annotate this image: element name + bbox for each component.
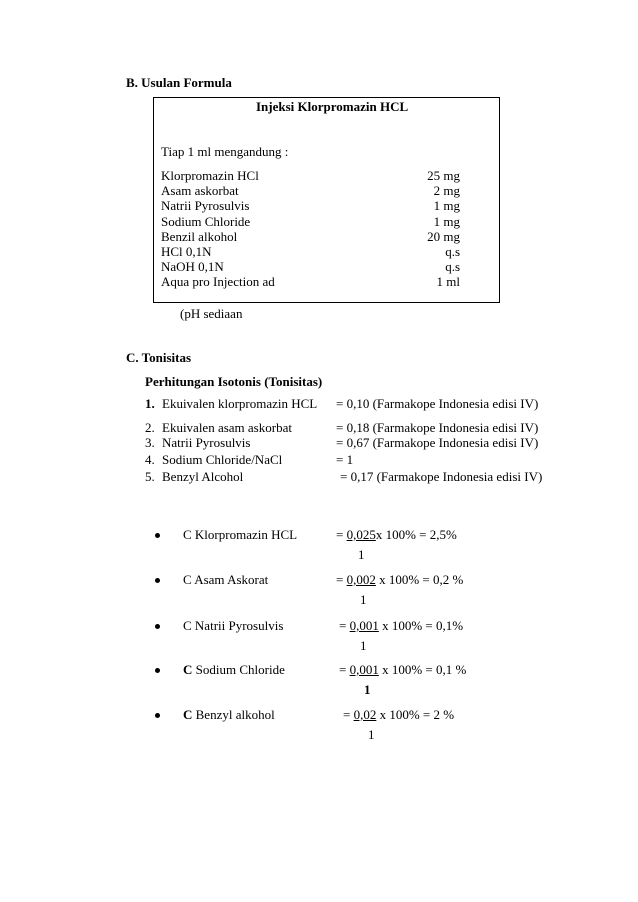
concentration-label bbox=[183, 573, 268, 586]
formula-denominator: 1 bbox=[360, 592, 367, 607]
formula-denominator: 1 bbox=[368, 727, 375, 742]
concentration-formula bbox=[336, 573, 463, 586]
equivalent-number: 1. bbox=[145, 396, 155, 411]
equivalent-label: Sodium Chloride/NaCl bbox=[162, 452, 283, 467]
formula-amount: q.s bbox=[445, 259, 460, 274]
formula-equals: = bbox=[336, 527, 347, 542]
bullet-icon bbox=[155, 533, 160, 538]
equivalent-value: = 0,10 (Farmakope Indonesia edisi IV) bbox=[336, 396, 539, 411]
bullet-icon bbox=[155, 668, 160, 673]
concentration-formula bbox=[339, 663, 466, 676]
concentration-prefix: C bbox=[183, 618, 192, 633]
formula-amount: 1 ml bbox=[436, 274, 460, 289]
equivalent-number: 4. bbox=[145, 452, 155, 467]
concentration-prefix: C bbox=[183, 662, 193, 677]
equivalent-label: Natrii Pyrosulvis bbox=[162, 435, 251, 450]
concentration-name: Klorpromazin HCL bbox=[191, 527, 298, 542]
formula-equals: = bbox=[339, 618, 350, 633]
formula-equals: = bbox=[336, 572, 347, 587]
formula-amount: 2 mg bbox=[433, 183, 460, 198]
formula-equals: = bbox=[343, 707, 354, 722]
formula-ingredient: Klorpromazin HCl bbox=[161, 168, 259, 183]
concentration-formula bbox=[343, 708, 454, 721]
concentration-prefix: C bbox=[183, 572, 192, 587]
equivalent-value: = 0,67 (Farmakope Indonesia edisi IV) bbox=[336, 435, 539, 450]
formula-ingredient: Aqua pro Injection ad bbox=[161, 274, 275, 289]
formula-amount: 1 mg bbox=[433, 198, 460, 213]
formula-rest: x 100% = 2 % bbox=[376, 707, 455, 722]
ph-note: (pH sediaan bbox=[180, 306, 243, 321]
concentration-name: Benzyl alkohol bbox=[192, 707, 275, 722]
formula-ingredient: Asam askorbat bbox=[161, 183, 239, 198]
formula-ingredient: HCl 0,1N bbox=[161, 244, 212, 259]
section-c-heading: C. Tonisitas bbox=[126, 350, 192, 365]
formula-numerator: 0,002 bbox=[346, 572, 376, 587]
equivalent-label: Ekuivalen klorpromazin HCL bbox=[162, 396, 318, 411]
equivalent-number: 2. bbox=[145, 420, 155, 435]
bullet-icon bbox=[155, 578, 160, 583]
section-c-subheading: Perhitungan Isotonis (Tonisitas) bbox=[145, 374, 323, 389]
concentration-name: Asam Askorat bbox=[191, 572, 269, 587]
formula-rest: x 100% = 0,1 % bbox=[378, 662, 467, 677]
concentration-name: Sodium Chloride bbox=[192, 662, 285, 677]
formula-ingredient: Natrii Pyrosulvis bbox=[161, 198, 250, 213]
formula-intro: Tiap 1 ml mengandung : bbox=[161, 144, 289, 159]
formula-amount: 25 mg bbox=[427, 168, 460, 183]
bullet-icon bbox=[155, 624, 160, 629]
equivalent-value: = 0,17 (Farmakope Indonesia edisi IV) bbox=[340, 469, 543, 484]
formula-ingredient: NaOH 0,1N bbox=[161, 259, 224, 274]
concentration-label bbox=[183, 663, 285, 676]
formula-denominator: 1 bbox=[358, 547, 365, 562]
equivalent-number: 3. bbox=[145, 435, 155, 450]
concentration-prefix: C bbox=[183, 527, 192, 542]
formula-numerator: 0,001 bbox=[349, 662, 379, 677]
concentration-formula bbox=[339, 619, 463, 632]
formula-numerator: 0,001 bbox=[349, 618, 379, 633]
bullet-icon bbox=[155, 713, 160, 718]
formula-amount: 20 mg bbox=[427, 229, 460, 244]
section-b-heading: B. Usulan Formula bbox=[126, 75, 232, 90]
concentration-name: Natrii Pyrosulvis bbox=[191, 618, 284, 633]
formula-amount: q.s bbox=[445, 244, 460, 259]
equivalent-value: = 1 bbox=[336, 452, 354, 467]
concentration-label bbox=[183, 528, 297, 541]
formula-ingredient: Sodium Chloride bbox=[161, 214, 251, 229]
formula-rest: x 100% = 0,1% bbox=[378, 618, 464, 633]
formula-rest: x 100% = 0,2 % bbox=[375, 572, 464, 587]
equivalent-label: Ekuivalen asam askorbat bbox=[162, 420, 292, 435]
formula-denominator: 1 bbox=[360, 638, 367, 653]
formula-rest: x 100% = 2,5% bbox=[375, 527, 457, 542]
formula-equals: = bbox=[339, 662, 350, 677]
concentration-label bbox=[183, 708, 275, 721]
concentration-prefix: C bbox=[183, 707, 193, 722]
formula-numerator: 0,025 bbox=[346, 527, 376, 542]
concentration-label bbox=[183, 619, 283, 632]
equivalent-number: 5. bbox=[145, 469, 155, 484]
formula-denominator: 1 bbox=[364, 682, 371, 697]
equivalent-label: Benzyl Alcohol bbox=[162, 469, 244, 484]
equivalent-value: = 0,18 (Farmakope Indonesia edisi IV) bbox=[336, 420, 539, 435]
formula-box-title: Injeksi Klorpromazin HCL bbox=[256, 99, 409, 114]
formula-amount: 1 mg bbox=[433, 214, 460, 229]
formula-numerator: 0,02 bbox=[353, 707, 377, 722]
concentration-formula bbox=[336, 528, 457, 541]
formula-ingredient: Benzil alkohol bbox=[161, 229, 238, 244]
